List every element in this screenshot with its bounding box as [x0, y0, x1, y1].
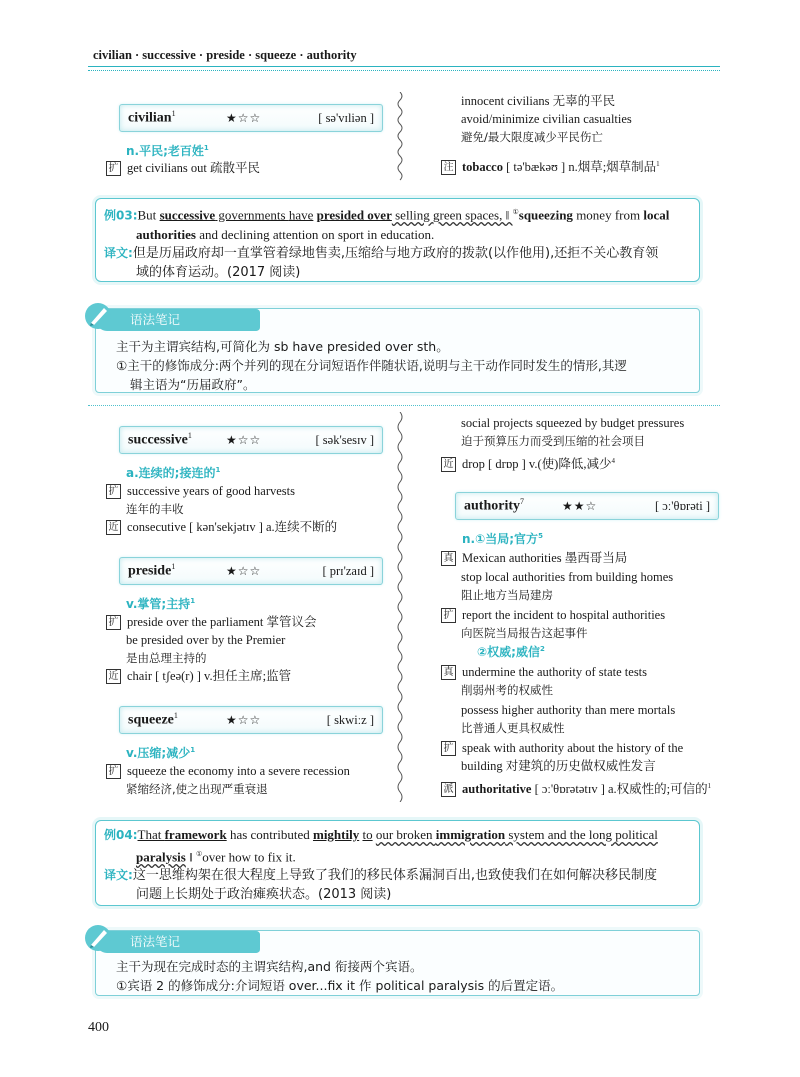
extension-line: 扩 report the incident to hospital authorities [441, 606, 665, 624]
part-of-speech: v.掌管;主持$^1$ [126, 597, 196, 611]
example-line: social projects squeezed by budget pressures [461, 416, 685, 430]
example-sentence-cont: paralysis ‖ ①over how to fix it. [136, 849, 296, 865]
example-line: stop local authorities from building homes [461, 570, 674, 584]
translation-cont: 域的体育运动。(2017 阅读) [136, 265, 301, 281]
der-tag: 派 [441, 782, 456, 797]
headword: authority$^7$ [464, 497, 524, 514]
synonym-line: 近 drop [ drɒp ] v.(使)降低,减少$^4$ [441, 452, 615, 473]
entry-authority [455, 492, 719, 520]
extension-line: be presided over by the Premier [126, 633, 286, 647]
translation-label: 译文 [104, 868, 129, 883]
example-sentence: 例03:But successive governments have presided over selling green spaces, ‖ ①squeezing money from local [104, 207, 670, 223]
phonetic: [ sək'sesɪv ] [315, 432, 374, 447]
synonym-line: 近 chair [ tʃeə(r) ] v.担任主席;监管 [106, 667, 291, 685]
star-rating: ★☆☆ [226, 111, 262, 125]
header-rule-dotted [88, 70, 720, 71]
extension-line: 扩 successive years of good harvests [106, 482, 295, 500]
ext-tag: 扩 [106, 484, 121, 499]
entry-successive [119, 426, 383, 454]
grammar-title: 语法笔记 [96, 931, 260, 953]
extension-translation: 连年的丰收 [126, 502, 184, 516]
extension-line: 扩 squeeze the economy into a severe recession [106, 762, 350, 780]
translation-label: 译文 [104, 246, 129, 261]
example-03-box [95, 198, 700, 282]
translation: 译文:但是历届政府却一直掌管着绿地售卖,压缩给与地方政府的拨款(以作他用),还拒不关心教育领 [104, 246, 659, 262]
note-tag: 注 [441, 160, 456, 175]
real-example-line: 真 undermine the authority of state tests [441, 663, 647, 681]
synonym-line: 近 consecutive [ kən'sekjətɪv ] a.连续不断的 [106, 518, 337, 536]
grammar-line: ①宾语 2 的修饰成分:介词短语 over...fix it 作 political paralysis 的后置定语。 [116, 978, 564, 993]
part-of-speech: a.连续的;接连的$^1$ [126, 466, 221, 480]
headword: successive$^1$ [128, 431, 192, 448]
ext-tag: 扩 [106, 764, 121, 779]
running-header: civilian · successive · preside · squeeze · authority [93, 48, 357, 62]
grammar-line: 主干为主谓宾结构,可简化为 sb have presided over sth。 [116, 339, 449, 354]
star-rating: ★☆☆ [226, 564, 262, 578]
star-rating: ★★☆ [562, 499, 598, 513]
pen-icon [82, 300, 116, 330]
page-number: 400 [88, 1020, 109, 1035]
note-line: 注 tobacco [ tə'bækəʊ ] n.烟草;烟草制品$^1$ [441, 155, 660, 176]
star-rating: ★☆☆ [226, 433, 262, 447]
extension-line: 扩 get civilians out 疏散平民 [106, 159, 260, 177]
part-of-speech: ②权威;威信$^2$ [477, 645, 545, 659]
example-line: innocent civilians 无辜的平民 [461, 94, 616, 108]
header-rule [88, 66, 720, 67]
ext-tag: 扩 [441, 741, 456, 756]
real-example-line: 真 Mexican authorities 墨西哥当局 [441, 549, 627, 567]
column-divider [395, 92, 405, 184]
phonetic: [ prɪ'zaɪd ] [322, 563, 374, 578]
real-tag: 真 [441, 551, 456, 566]
ext-tag: 扩 [106, 161, 121, 176]
example-line: 避免/最大限度减少平民伤亡 [461, 130, 603, 144]
extension-translation: 紧缩经济,使之出现严重衰退 [126, 782, 268, 796]
extension-line: 扩 speak with authority about the history of the [441, 739, 683, 757]
extension-translation: 是由总理主持的 [126, 651, 207, 665]
part-of-speech: n.平民;老百姓$^1$ [126, 144, 209, 158]
translation: 译文:这一思维构架在很大程度上导致了我们的移民体系漏洞百出,也致使我们在如何解决移民制度 [104, 868, 657, 884]
near-tag: 近 [106, 669, 121, 684]
entry-preside [119, 557, 383, 585]
translation-cont: 问题上长期处于政治瘫痪状态。(2013 阅读) [136, 887, 392, 903]
example-line: building 对建筑的历史做权威性发言 [461, 759, 656, 773]
headword: preside$^1$ [128, 562, 176, 579]
pen-icon [82, 922, 116, 952]
example-line: possess higher authority than mere mortals [461, 703, 676, 717]
near-tag: 近 [441, 457, 456, 472]
ext-tag: 扩 [441, 608, 456, 623]
extension-line: 扩 preside over the parliament 掌管议会 [106, 613, 317, 631]
grammar-note-2 [95, 930, 700, 996]
example-line: 比普通人更具权威性 [461, 721, 565, 735]
grammar-line: ①主干的修饰成分:两个并列的现在分词短语作伴随状语,说明与主干动作同时发生的情形,其逻 [116, 358, 627, 373]
near-tag: 近 [106, 520, 121, 535]
part-of-speech: v.压缩;减少$^1$ [126, 746, 196, 760]
grammar-line: 主干为现在完成时态的主谓宾结构,and 衔接两个宾语。 [116, 959, 423, 974]
ext-tag: 扩 [106, 615, 121, 630]
example-sentence-cont: authorities and declining attention on sport in education. [136, 227, 435, 243]
real-tag: 真 [441, 665, 456, 680]
grammar-title: 语法笔记 [96, 309, 260, 331]
entry-civilian [119, 104, 383, 132]
example-line: 削弱州考的权威性 [461, 683, 553, 697]
phonetic: [ ɔː'θɒrəti ] [654, 498, 710, 513]
star-rating: ★☆☆ [226, 713, 262, 727]
section-separator [88, 405, 720, 406]
phonetic: [ skwiːz ] [326, 712, 374, 727]
example-label: 例03 [104, 208, 133, 223]
entry-squeeze [119, 706, 383, 734]
example-line: 迫于预算压力而受到压缩的社会项目 [461, 434, 645, 448]
headword: squeeze$^1$ [128, 711, 178, 728]
column-divider [395, 412, 405, 802]
derivative-line: 派 authoritative [ ɔː'θɒrətətɪv ] a.权威性的;可信的$^1$ [441, 777, 711, 798]
example-04-box [95, 820, 700, 906]
part-of-speech: n.①当局;官方$^5$ [462, 532, 543, 546]
headword: civilian$^1$ [128, 109, 176, 126]
example-sentence: 例04:That framework has contributed mightily to our broken immigration system and the long political [104, 827, 658, 842]
grammar-note-1 [95, 308, 700, 393]
example-line: 阻止地方当局建房 [461, 588, 553, 602]
grammar-line: 辑主语为“历届政府”。 [130, 377, 256, 392]
example-label: 例04 [104, 828, 133, 842]
example-line: 向医院当局报告这起事件 [461, 626, 588, 640]
phonetic: [ sə'vɪliən ] [318, 110, 374, 125]
example-line: avoid/minimize civilian casualties [461, 112, 632, 126]
